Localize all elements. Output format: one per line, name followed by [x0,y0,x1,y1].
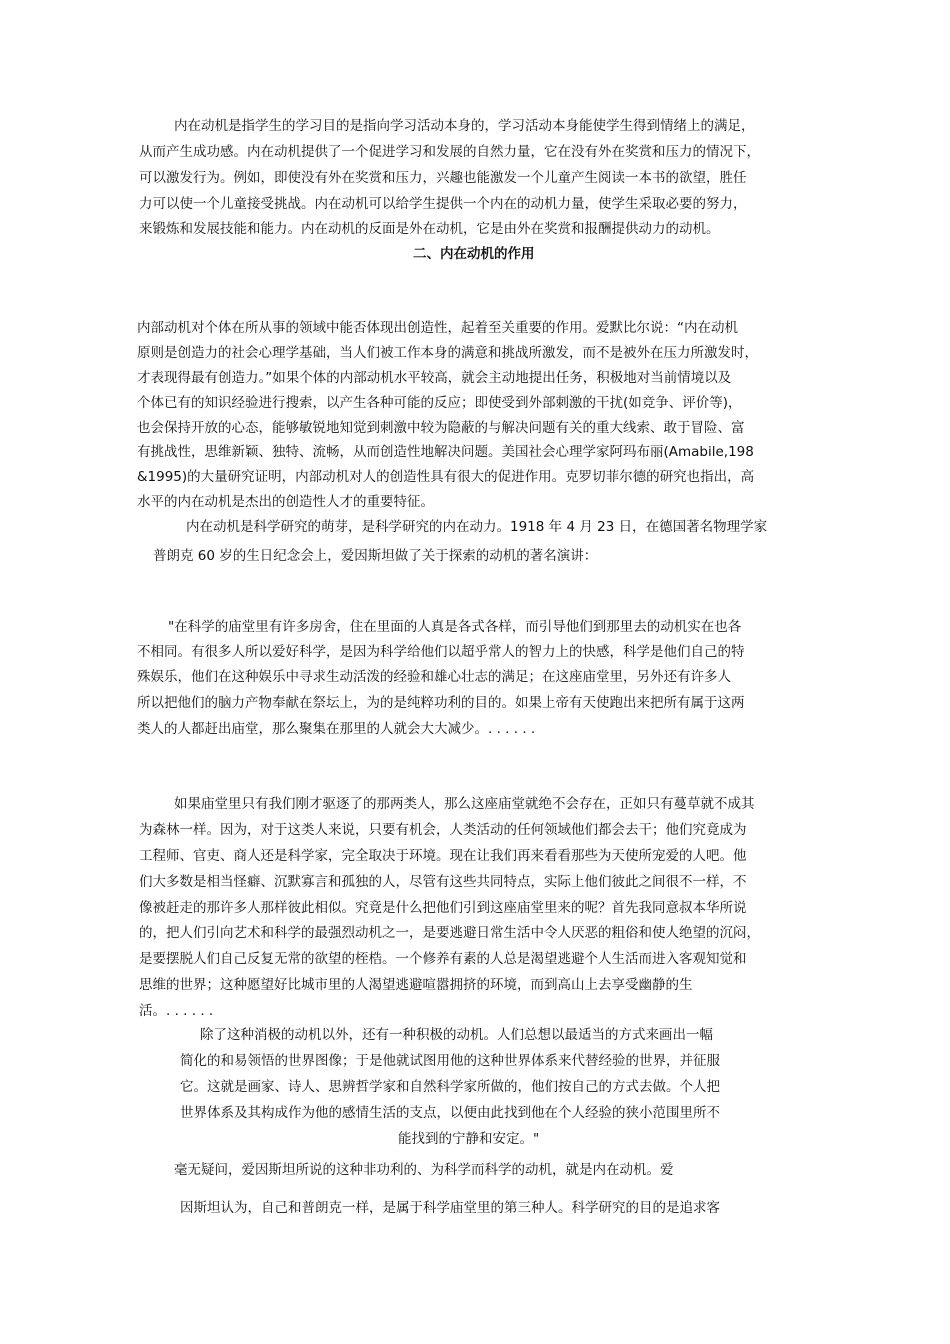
text-line: 普朗克 60 岁的生日纪念会上，爱因斯坦做了关于探索的动机的著名演讲： [153,548,598,564]
text-line: 所以把他们的脑力产物奉献在祭坛上，为的是纯粹功利的目的。如果上帝有天使跑出来把所有属于这两 [137,695,745,711]
text-line: 的，把人们引向艺术和科学的最强烈动机之一，是要逃避日常生活中令人厌恶的粗俗和使人绝望的沉闷， [139,925,760,941]
text-line: 有挑战性，思维新颖、独特、流畅，从而创造性地解决问题。美国社会心理学家阿玛布丽(Amabile,198 [137,444,754,460]
text-line: 从而产生成功感。内在动机提供了一个促进学习和发展的自然力量，它在没有外在奖赏和压力的情况下， [139,144,760,160]
text-line: 世界体系及其构成作为他的感情生活的支点，以便由此找到他在个人经验的狭小范围里所不 [180,1105,720,1121]
text-line: 简化的和易领悟的世界图像；于是他就试图用他的这种世界体系来代替经验的世界，并征服 [180,1053,720,1069]
text-line: 能找到的宁静和安定。" [398,1131,540,1147]
text-line: 如果庙堂里只有我们刚才驱逐了的那两类人，那么这座庙堂就绝不会存在，正如只有蔓草就不成其 [174,796,755,812]
text-line: 思维的世界；这种愿望好比城市里的人渴望逃避喧嚣拥挤的环境，而到高山上去享受幽静的生 [139,977,693,993]
text-line: 个体已有的知识经验进行搜索，以产生各种可能的反应；即使受到外部刺激的干扰(如竞争、评价等)， [137,395,742,411]
text-line: 们大多数是相当怪癖、沉默寡言和孤独的人，尽管有这些共同特点，实际上他们彼此之间很不一样，不 [139,874,747,890]
text-line: 可以激发行为。例如，即使没有外在奖赏和压力，兴趣也能激发一个儿童产生阅读一本书的欲望，胜任 [139,170,747,186]
text-line: 工程师、官吏、商人还是科学家，完全取决于环境。现在让我们再来看看那些为天使所宠爱的人吧。他 [139,848,747,864]
text-line: 内在动机是科学研究的萌芽，是科学研究的内在动力。1918 年 4 月 23 日，在德国著名物理学家 [186,519,768,535]
text-line: 水平的内在动机是杰出的创造性人才的重要特征。 [137,494,434,510]
text-line: &1995)的大量研究证明，内部动机对人的创造性具有很大的促进作用。克罗切菲尔德的研究也指出，高 [137,469,755,485]
text-line: 内在动机是指学生的学习目的是指向学习活动本身的，学习活动本身能使学生得到情绪上的满足， [174,118,755,134]
text-line: 内部动机对个体在所从事的领域中能否体现出创造性，起着至关重要的作用。爱默比尔说：“内在动机 [137,320,738,336]
text-line: 除了这种消极的动机以外，还有一种积极的动机。人们总想以最适当的方式来画出一幅 [200,1027,713,1043]
text-line: 为森林一样。因为，对于这类人来说，只要有机会，人类活动的任何领域他们都会去干；他们究竟成为 [139,822,747,838]
text-line: 原则是创造力的社会心理学基础，当人们被工作本身的满意和挑战所激发，而不是被外在压力所激发时， [137,345,758,361]
text-line: 毫无疑问，爱因斯坦所说的这种非功利的、为科学而科学的动机，就是内在动机。爱 [174,1162,674,1178]
text-line: "在科学的庙堂里有许多房舍，住在里面的人真是各式各样，而引导他们到那里去的动机实在也各 [168,619,742,635]
text-line: 不相同。有很多人所以爱好科学，是因为科学给他们以超乎常人的智力上的快感，科学是他们自己的特 [137,644,745,660]
text-line: 是要摆脱人们自己反复无常的欲望的桎梏。一个修养有素的人总是渴望逃避个人生活而进入客观知觉和 [139,951,747,967]
text-line: 因斯坦认为，自己和普朗克一样，是属于科学庙堂里的第三种人。科学研究的目的是追求客 [180,1200,720,1216]
text-line: 类人的人都赶出庙堂，那么聚集在那里的人就会大大减少。. . . . . . [137,721,536,737]
text-line: 也会保持开放的心态，能够敏锐地知觉到刺激中较为隐蔽的与解决问题有关的重大线索、敢于冒险、富 [137,420,745,436]
text-line: 它。这就是画家、诗人、思辨哲学家和自然科学家所做的，他们按自己的方式去做。个人把 [180,1079,720,1095]
section-heading: 二、内在动机的作用 [413,246,535,262]
text-line: 才表现得最有创造力。”如果个体的内部动机水平较高，就会主动地提出任务，积极地对当前情境以及 [137,370,732,386]
text-line: 活。. . . . . . [139,1003,214,1019]
text-line: 殊娱乐，他们在这种娱乐中寻求生动活泼的经验和雄心壮志的满足；在这座庙堂里，另外还有许多人 [137,669,731,685]
text-line: 力可以使一个儿童接受挑战。内在动机可以给学生提供一个内在的动机力量，使学生采取必要的努力， [139,196,747,212]
text-line: 像被赶走的那许多人那样彼此相似。究竟是什么把他们引到这座庙堂里来的呢？首先我同意叔本华所说 [139,900,747,916]
text-line: 来锻炼和发展技能和能力。内在动机的反面是外在动机，它是由外在奖赏和报酬提供动力的动机。 [139,221,720,237]
